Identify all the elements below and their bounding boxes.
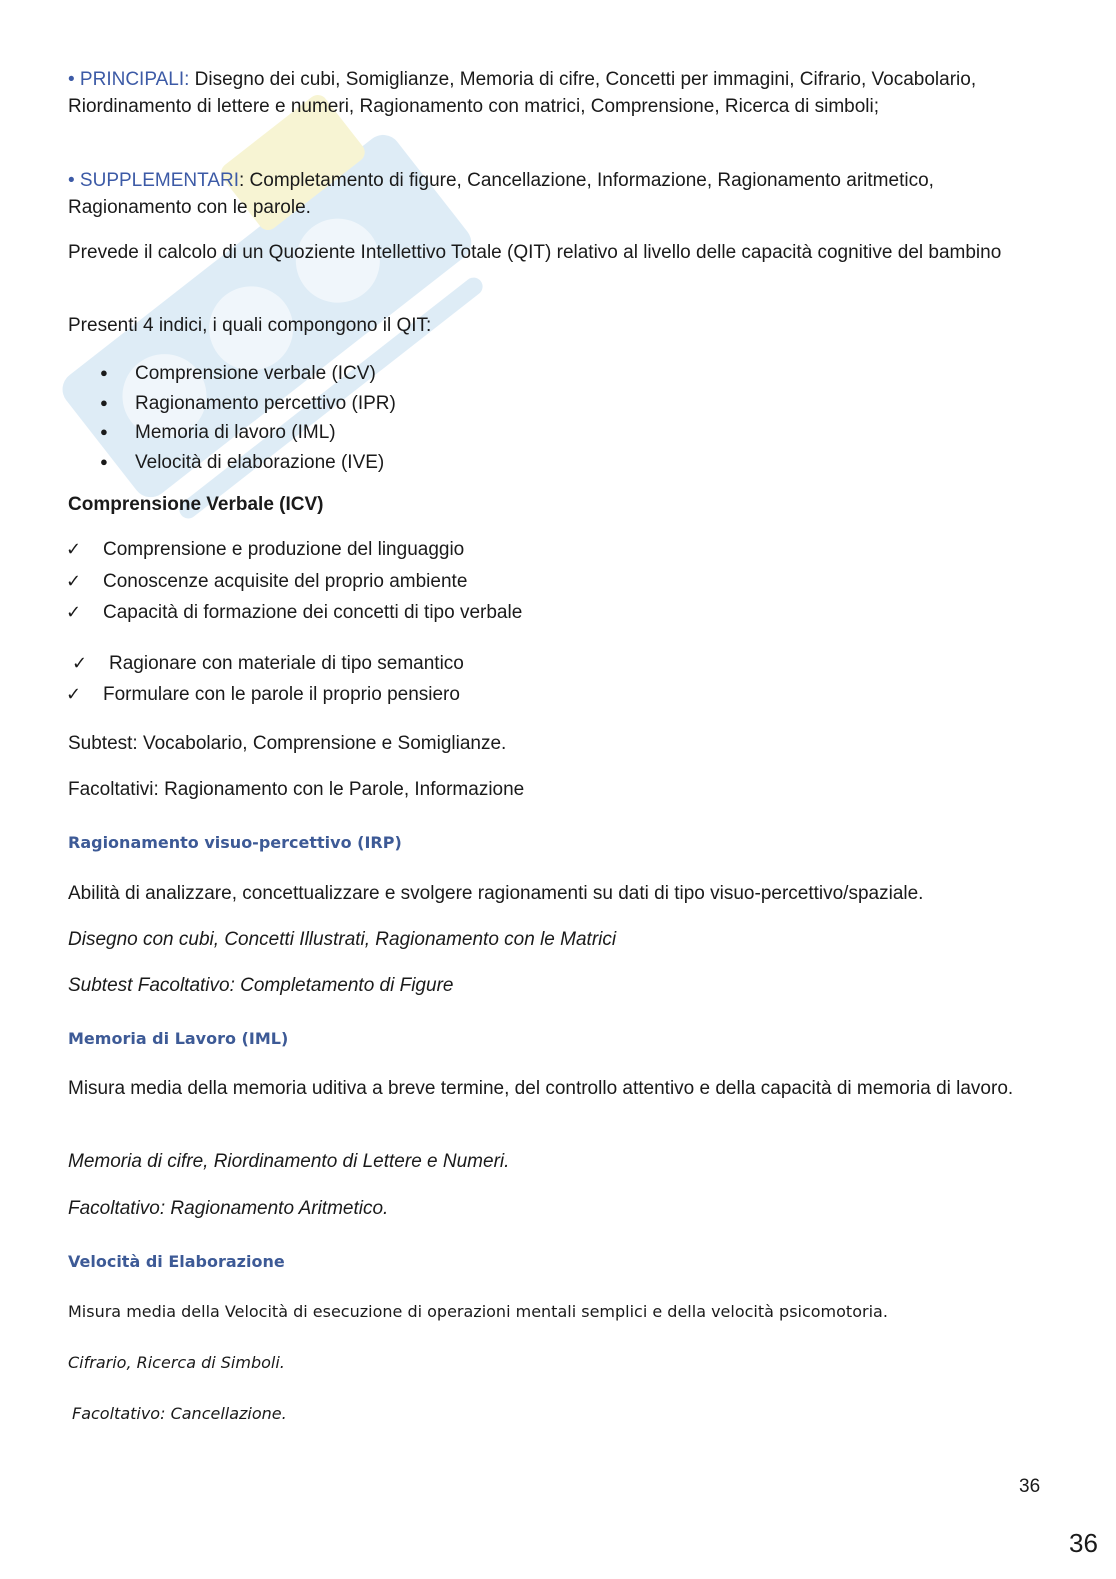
iml-facoltativo: Facoltativo: Ragionamento Aritmetico.: [68, 1198, 389, 1219]
page-number: 36: [1019, 1476, 1041, 1497]
supplementari-text: : Completamento di figure, Cancellazione, Informazione, Ragionamento aritmetico, Ragionamento con le parole.: [68, 170, 934, 218]
iml-subtests: Memoria di cifre, Riordinamento di Lettere e Numeri.: [68, 1151, 510, 1172]
check-icon: ✓: [66, 602, 82, 623]
iml-text: Misura media della memoria uditiva a breve termine, del controllo attentivo e della capacità di memoria di lavoro.: [68, 1078, 1014, 1099]
principali-label: • PRINCIPALI:: [68, 69, 190, 90]
bullet-icon: ●: [100, 424, 108, 439]
list-item: ● Ragionamento percettivo (IPR): [100, 389, 396, 419]
principali-text: Disegno dei cubi, Somiglianze, Memoria di cifre, Concetti per immagini, Cifrario, Vocabolario, Riordinamento di lettere e numeri, Ragionamento con matrici, Comprensione, Ricerca di simboli;: [68, 69, 977, 117]
ive-subtests: Cifrario, Ricerca di Simboli.: [68, 1353, 285, 1372]
icv-facoltativi: Facoltativi: Ragionamento con le Parole, Informazione: [68, 779, 525, 800]
check-item: ✓ Capacità di formazione dei concetti di tipo verbale: [66, 602, 523, 623]
supplementari-label: • SUPPLEMENTARI: [68, 170, 239, 191]
list-item: ● Memoria di lavoro (IML): [100, 418, 396, 448]
check-icon: ✓: [66, 571, 82, 592]
bullet-icon: ●: [100, 394, 108, 410]
irp-facoltativo: Subtest Facoltativo: Completamento di Figure: [68, 975, 454, 996]
check-item: ✓ Formulare con le parole il proprio pensiero: [66, 684, 460, 705]
ive-text: Misura media della Velocità di esecuzione di operazioni mentali semplici e della velocità psicomotoria.: [68, 1302, 888, 1321]
principali-paragraph: [68, 66, 1028, 120]
check-item: ✓ Ragionare con materiale di tipo semantico: [72, 653, 464, 674]
indici-intro: Presenti 4 indici, i quali compongono il QIT:: [68, 315, 432, 336]
irp-heading: Ragionamento visuo-percettivo (IRP): [68, 833, 402, 852]
bullet-icon: ●: [100, 453, 108, 469]
check-icon: ✓: [66, 539, 82, 560]
check-item: ✓ Conoscenze acquisite del proprio ambiente: [66, 571, 468, 592]
list-item: ● Comprensione verbale (ICV): [100, 359, 396, 389]
indici-list: [100, 359, 396, 477]
iml-heading: Memoria di Lavoro (IML): [68, 1029, 289, 1048]
check-icon: ✓: [72, 653, 88, 674]
ive-facoltativo: Facoltativo: Cancellazione.: [72, 1404, 287, 1423]
supplementari-paragraph: [68, 167, 1028, 221]
icv-heading: Comprensione Verbale (ICV): [68, 494, 324, 515]
check-icon: ✓: [66, 684, 82, 705]
icv-subtest: Subtest: Vocabolario, Comprensione e Somiglianze.: [68, 733, 507, 754]
irp-text: Abilità di analizzare, concettualizzare e svolgere ragionamenti su dati di tipo visuo-percettivo/spaziale.: [68, 883, 924, 904]
bullet-icon: ●: [100, 365, 108, 380]
ive-heading: Velocità di Elaborazione: [68, 1252, 285, 1271]
page-number-large: 36: [1069, 1528, 1098, 1558]
irp-subtests: Disegno con cubi, Concetti Illustrati, Ragionamento con le Matrici: [68, 929, 617, 950]
qit-paragraph: Prevede il calcolo di un Quoziente Intellettivo Totale (QIT) relativo al livello delle capacità cognitive del bambino: [68, 242, 1002, 263]
check-item: ✓ Comprensione e produzione del linguaggio: [66, 539, 465, 560]
list-item: ● Velocità di elaborazione (IVE): [100, 448, 396, 478]
